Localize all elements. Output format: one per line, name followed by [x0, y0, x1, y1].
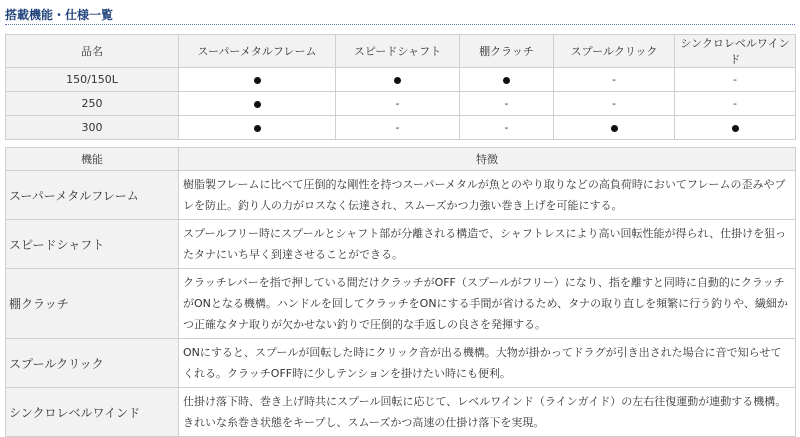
feature-name: シンクロレベルワインド — [6, 388, 179, 437]
bullet-icon — [732, 125, 739, 132]
bullet-icon — [254, 125, 261, 132]
title-divider — [5, 24, 795, 25]
spec-header-spool-click: スプールクリック — [554, 35, 675, 68]
spec-row — [6, 68, 796, 92]
spec-cell-unsupported: - — [554, 92, 675, 116]
spec-header-speed-shaft: スピードシャフト — [336, 35, 460, 68]
spec-row-name: 150/150L — [6, 68, 179, 92]
feature-description: 樹脂製フレームに比べて圧倒的な剛性を持つスーパーメタルが魚とのやり取りなどの高負荷時においてフレームの歪みやブレを防止。釣り人の力がロスなく伝達され、スムーズかつ力強い巻き上げを可能にする。 — [179, 171, 796, 220]
bullet-icon — [254, 101, 261, 108]
bullet-icon — [254, 77, 261, 84]
feature-description: ONにすると、スプールが回転した時にクリック音が出る機構。大物が掛かってドラグが引き出された場合に音で知らせてくれる。クラッチOFF時に少しテンションを掛けたい時にも便利。 — [179, 339, 796, 388]
spec-row-name: 250 — [6, 92, 179, 116]
feature-row — [6, 388, 796, 437]
spec-cell-unsupported: - — [460, 116, 554, 140]
feature-table — [5, 147, 796, 437]
feature-header-description: 特徴 — [179, 148, 796, 171]
spec-cell-unsupported: - — [460, 92, 554, 116]
feature-description: クラッチレバーを指で押している間だけクラッチがOFF（スプールがフリー）になり、指を離すと同時に自動的にクラッチがONとなる機構。ハンドルを回してクラッチをONにする手間が省けるため、タナの取り直しを頻繁に行う釣りや、繊細かつ正確なタナ取りが欠かせない釣りで圧倒的な手返しの良さを発揮する。 — [179, 269, 796, 339]
spec-cell-unsupported: - — [675, 92, 796, 116]
bullet-icon — [394, 77, 401, 84]
spec-cell-supported — [179, 68, 336, 92]
feature-description: 仕掛け落下時、巻き上げ時共にスプール回転に応じて、レベルワインド（ラインガイド）の左右往復運動が連動する機構。きれいな糸巻き状態をキープし、スムーズかつ高速の仕掛け落下を実現。 — [179, 388, 796, 437]
spec-row-name: 300 — [6, 116, 179, 140]
feature-header-function: 機能 — [6, 148, 179, 171]
feature-row — [6, 220, 796, 269]
spec-header-super-metal-frame: スーパーメタルフレーム — [179, 35, 336, 68]
spec-cell-unsupported: - — [336, 116, 460, 140]
feature-name: スプールクリック — [6, 339, 179, 388]
spec-cell-supported — [460, 68, 554, 92]
feature-name: 棚クラッチ — [6, 269, 179, 339]
bullet-icon — [503, 77, 510, 84]
spec-cell-supported — [554, 116, 675, 140]
feature-row — [6, 171, 796, 220]
feature-name: スーパーメタルフレーム — [6, 171, 179, 220]
section-title: 搭載機能・仕様一覧 — [5, 8, 114, 22]
feature-header-row — [6, 148, 796, 171]
spec-cell-unsupported: - — [336, 92, 460, 116]
spec-table — [5, 34, 796, 140]
spec-cell-unsupported: - — [554, 68, 675, 92]
spec-row — [6, 92, 796, 116]
spec-header-tana-clutch: 棚クラッチ — [460, 35, 554, 68]
spec-row — [6, 116, 796, 140]
spec-cell-supported — [336, 68, 460, 92]
spec-header-row — [6, 35, 796, 68]
spec-header-name: 品名 — [6, 35, 179, 68]
feature-description: スプールフリー時にスプールとシャフト部が分離される構造で、シャフトレスにより高い回転性能が得られ、仕掛けを狙ったタナにいち早く到達させることができる。 — [179, 220, 796, 269]
spec-header-synchro-level-wind: シンクロレベルワインド — [675, 35, 796, 68]
feature-name: スピードシャフト — [6, 220, 179, 269]
bullet-icon — [611, 125, 618, 132]
spec-cell-supported — [179, 116, 336, 140]
feature-row — [6, 269, 796, 339]
spec-cell-supported — [179, 92, 336, 116]
spec-cell-unsupported: - — [675, 68, 796, 92]
spec-cell-supported — [675, 116, 796, 140]
feature-row — [6, 339, 796, 388]
